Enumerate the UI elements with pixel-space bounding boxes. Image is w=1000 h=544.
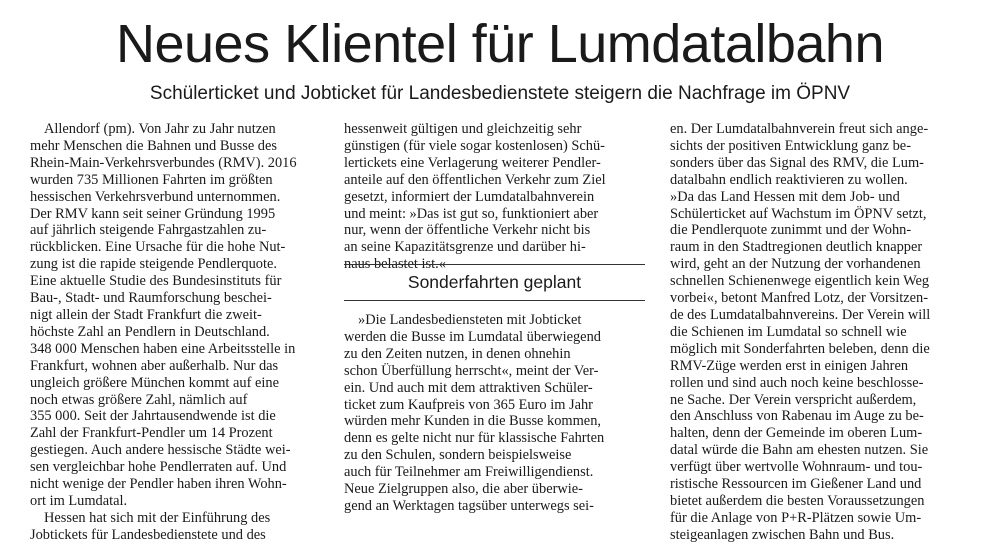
text-line: Neue Zielgruppen also, die aber überwie- <box>344 481 583 498</box>
text-line: nigt allein der Stadt Frankfurt die zweit- <box>30 306 262 323</box>
text-line: datal würde die Bahn am ehesten nutzen. Sie <box>670 442 929 459</box>
text-line: sonders über das Signal des RMV, die Lum- <box>670 154 924 171</box>
text-line: rückblicken. Eine Ursache für die hohe Nut- <box>30 239 286 256</box>
text-line: hessenweit gültigen und gleichzeitig sehr <box>344 121 582 137</box>
text-line: ungleich größere München kommt auf eine <box>30 374 279 391</box>
text-line: steigeanlagen zwischen Bahn und Bus. <box>670 526 895 543</box>
text-line: Schülerticket auf Wachstum im ÖPNV setzt, <box>670 205 927 222</box>
text-line: Jobtickets für Landesbedienstete und des <box>30 526 266 543</box>
text-line: gend an Werktagen tagsüber unterwegs sei- <box>344 497 594 514</box>
text-line: »Die Landesbediensteten mit Jobticket <box>358 312 582 328</box>
text-line: ne Sache. Der Verein verspricht außerdem, <box>670 391 917 408</box>
text-line: ristische Ressourcen im Gießener Land und <box>670 476 922 493</box>
text-line: nur, wenn der öffentliche Verkehr nicht bis <box>344 222 591 239</box>
text-line: für die Anlage von P+R-Plätzen sowie Um- <box>670 509 922 526</box>
text-line: denn es gelte nicht nur für klassische Fahrten <box>344 430 605 447</box>
text-line: Der RMV kann seit seiner Gründung 1995 <box>30 205 276 222</box>
text-line: wird, geht an der Nutzung der vorhandenen <box>670 256 921 273</box>
text-line: ein. Und auch mit dem attraktiven Schüler- <box>344 379 593 396</box>
text-line: zu den Zeiten nutzen, in denen ohnehin <box>344 345 571 362</box>
text-line: sen vergleichbar hohe Pendlerraten auf. Und <box>30 459 287 476</box>
text-line: Frankfurt, wohnen aber außerhalb. Nur das <box>30 357 279 374</box>
text-line: Rhein-Main-Verkehrsverbundes (RMV). 2016 <box>30 154 297 171</box>
text-line: sichts der positiven Entwicklung ganz be- <box>670 137 911 154</box>
article-column-2-bottom <box>344 312 645 515</box>
text-line: bietet außerdem die besten Voraussetzungen <box>670 492 925 509</box>
text-line: anteile auf den öffentlichen Verkehr zum Ziel <box>344 171 606 188</box>
text-line: verfügt über wertvolle Wohnraum- und tou- <box>670 459 923 476</box>
text-line: gesetzt, informiert der Lumdatalbahnverein <box>344 188 595 205</box>
section-rule-top <box>344 264 645 265</box>
text-line: auf jährlich steigende Fahrgastzahlen zu- <box>30 222 267 239</box>
article-subheadline: Schülerticket und Jobticket für Landesbedienstete steigern die Nachfrage im ÖPNV <box>149 83 851 104</box>
article-headline: Neues Klientel für Lumdatalbahn <box>115 14 884 74</box>
text-line: RMV-Züge werden erst in einigen Jahren <box>670 357 909 374</box>
text-line: die Schienen im Lumdatal so schnell wie <box>670 323 907 340</box>
text-line: vorbei«, betont Manfred Lotz, der Vorsitzen- <box>670 290 929 307</box>
text-line: möglich mit Sonderfahrten beleben, denn die <box>670 340 930 357</box>
article-column-1 <box>30 121 328 544</box>
text-line: Zahl der Frankfurt-Pendler um 14 Prozent <box>30 425 273 442</box>
text-line: Eine aktuelle Studie des Bundesinstituts für <box>30 273 282 290</box>
text-line: 355 000. Seit der Jahrtausendwende ist die <box>30 408 276 425</box>
section-rule-bottom <box>344 300 645 301</box>
text-line: auch für Teilnehmer am Freiwilligendienst. <box>344 464 594 481</box>
text-line: 348 000 Menschen haben eine Arbeitsstelle in <box>30 340 296 357</box>
text-line: die Pendlerquote zunimmt und der Wohn- <box>670 222 912 239</box>
text-line: Hessen hat sich mit der Einführung des <box>44 509 271 526</box>
text-line: zung ist die rapide steigende Pendlerquote. <box>30 256 277 273</box>
text-line: naus belastet ist.« <box>344 256 446 273</box>
text-line: schon Überfüllung herrscht«, meint der Ver- <box>344 362 599 379</box>
text-line: nicht wenige der Pendler haben ihren Wohn- <box>30 476 287 493</box>
text-line: en. Der Lumdatalbahnverein freut sich ange- <box>670 121 929 137</box>
text-line: an seine Kapazitätsgrenze und darüber hi- <box>344 239 586 256</box>
article-column-3 <box>670 121 973 544</box>
text-line: Allendorf (pm). Von Jahr zu Jahr nutzen <box>44 121 276 137</box>
text-line: raum in den Stadtregionen deutlich knapper <box>670 239 923 256</box>
text-line: ticket zum Kaufpreis von 365 Euro im Jahr <box>344 396 593 413</box>
text-line: datalbahn endlich reaktivieren zu wollen. <box>670 171 908 188</box>
text-line: hessischen Verkehrsverbund unternommen. <box>30 188 281 205</box>
text-line: de des Lumdatalbahnvereins. Der Verein will <box>670 306 931 323</box>
text-line: den Anschluss von Rabenau im Auge zu be- <box>670 408 924 425</box>
text-line: halten, denn der Gemeinde im oberen Lum- <box>670 425 923 442</box>
text-line: Bau-, Stadt- und Raumforschung beschei- <box>30 290 272 307</box>
text-line: und meint: »Das ist gut so, funktioniert aber <box>344 205 599 222</box>
text-line: »Da das Land Hessen mit dem Job- und <box>670 188 900 205</box>
section-heading: Sonderfahrten geplant <box>407 272 582 292</box>
text-line: werden die Busse im Lumdatal überwiegend <box>344 328 601 345</box>
text-line: schnellen Schienenwege eigentlich kein Weg <box>670 273 930 290</box>
text-line: gestiegen. Auch andere hessische Städte wei- <box>30 442 291 459</box>
text-line: lertickets eine Verlagerung weiterer Pendler- <box>344 154 601 171</box>
article-column-2-top <box>344 121 645 273</box>
text-line: mehr Menschen die Bahnen und Busse des <box>30 137 277 154</box>
text-line: zu den Schulen, sondern beispielsweise <box>344 447 572 464</box>
text-line: rollen und sind auch noch keine beschlosse- <box>670 374 924 391</box>
text-line: höchste Zahl an Pendlern in Deutschland. <box>30 323 270 340</box>
text-line: wurden 735 Millionen Fahrten im größten <box>30 171 273 188</box>
text-line: noch etwas größere Zahl, nämlich auf <box>30 391 248 408</box>
text-line: günstigen (für viele sogar kostenlosen) Schü- <box>344 137 605 154</box>
text-line: würden mehr Kunden in die Busse kommen, <box>344 413 601 430</box>
text-line: ort im Lumdatal. <box>30 492 128 509</box>
